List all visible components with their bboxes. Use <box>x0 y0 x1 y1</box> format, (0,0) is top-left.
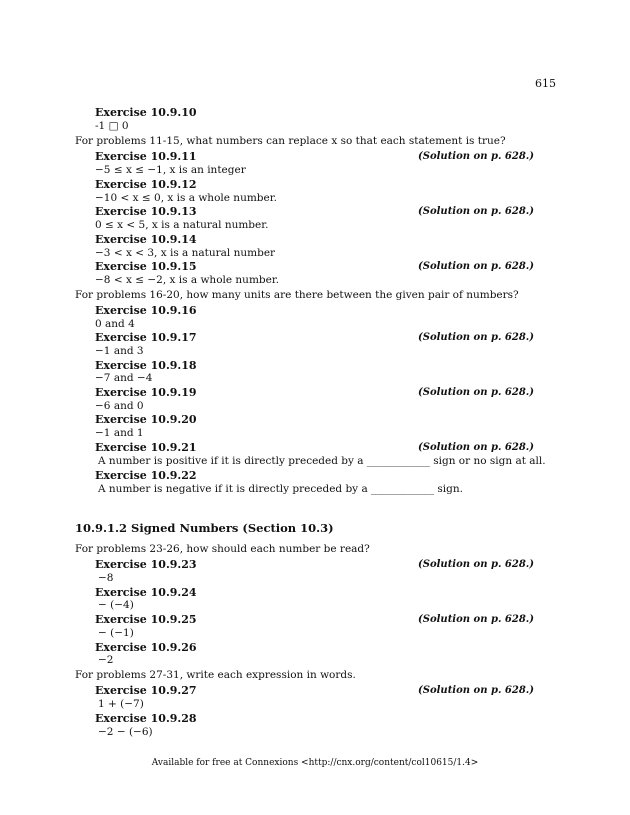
solution-reference: (Solution on p. 628.) <box>418 685 534 696</box>
exercise-body: −6 and 0 <box>95 400 144 412</box>
exercise-title: Exercise 10.9.22 <box>95 469 197 482</box>
exercise-body: −7 and −4 <box>95 372 153 384</box>
exercise-body: −10 < x ≤ 0, x is a whole number. <box>95 192 277 204</box>
solution-reference: (Solution on p. 628.) <box>418 332 534 343</box>
exercise-title: Exercise 10.9.18 <box>95 359 197 372</box>
solution-reference: (Solution on p. 628.) <box>418 559 534 570</box>
problem-intro: For problems 23-26, how should each number be read? <box>75 543 370 555</box>
problem-intro: For problems 16-20, how many units are there between the given pair of numbers? <box>75 289 519 301</box>
exercise-title: Exercise 10.9.17 <box>95 331 197 344</box>
exercise-title: Exercise 10.9.26 <box>95 641 197 654</box>
exercise-body: A number is positive if it is directly preceded by a ____________ sign or no sign at all. <box>98 455 546 467</box>
exercise-body: −8 < x ≤ −2, x is a whole number. <box>95 274 280 286</box>
page-number: 615 <box>535 77 556 90</box>
solution-reference: (Solution on p. 628.) <box>418 614 534 625</box>
section-heading: 10.9.1.2 Signed Numbers (Section 10.3) <box>75 521 334 535</box>
solution-reference: (Solution on p. 628.) <box>418 261 534 272</box>
exercise-body: −8 <box>98 572 114 584</box>
exercise-title: Exercise 10.9.10 <box>95 106 197 119</box>
exercise-body: − (−4) <box>98 599 134 611</box>
exercise-title: Exercise 10.9.16 <box>95 304 197 317</box>
exercise-title: Exercise 10.9.28 <box>95 712 197 725</box>
exercise-body: 0 and 4 <box>95 318 135 330</box>
exercise-body: -1 □ 0 <box>95 120 129 132</box>
exercise-title: Exercise 10.9.21 <box>95 441 197 454</box>
exercise-title: Exercise 10.9.12 <box>95 178 197 191</box>
exercise-body: 0 ≤ x < 5, x is a natural number. <box>95 219 269 231</box>
solution-reference: (Solution on p. 628.) <box>418 387 534 398</box>
exercise-title: Exercise 10.9.20 <box>95 413 197 426</box>
exercise-body: −2 − (−6) <box>98 726 153 738</box>
exercise-body: −1 and 1 <box>95 427 144 439</box>
exercise-body: −3 < x < 3, x is a natural number <box>95 247 276 259</box>
exercise-body: −5 ≤ x ≤ −1, x is an integer <box>95 164 246 176</box>
exercise-title: Exercise 10.9.27 <box>95 684 197 697</box>
exercise-title: Exercise 10.9.15 <box>95 260 197 273</box>
exercise-body: − (−1) <box>98 627 134 639</box>
solution-reference: (Solution on p. 628.) <box>418 151 534 162</box>
exercise-title: Exercise 10.9.19 <box>95 386 197 399</box>
exercise-body: −1 and 3 <box>95 345 144 357</box>
solution-reference: (Solution on p. 628.) <box>418 206 534 217</box>
exercise-title: Exercise 10.9.23 <box>95 558 197 571</box>
solution-reference: (Solution on p. 628.) <box>418 442 534 453</box>
problem-intro: For problems 27-31, write each expression in words. <box>75 669 356 681</box>
exercise-title: Exercise 10.9.25 <box>95 613 197 626</box>
page-footer: Available for free at Connexions <http://cnx.org/content/col10615/1.4> <box>151 758 479 768</box>
exercise-title: Exercise 10.9.11 <box>95 150 197 163</box>
problem-intro: For problems 11-15, what numbers can replace x so that each statement is true? <box>75 135 506 147</box>
exercise-title: Exercise 10.9.24 <box>95 586 197 599</box>
exercise-body: A number is negative if it is directly preceded by a ____________ sign. <box>98 483 463 495</box>
exercise-body: 1 + (−7) <box>98 698 144 710</box>
exercise-body: −2 <box>98 654 114 666</box>
exercise-title: Exercise 10.9.13 <box>95 205 197 218</box>
exercise-title: Exercise 10.9.14 <box>95 233 197 246</box>
